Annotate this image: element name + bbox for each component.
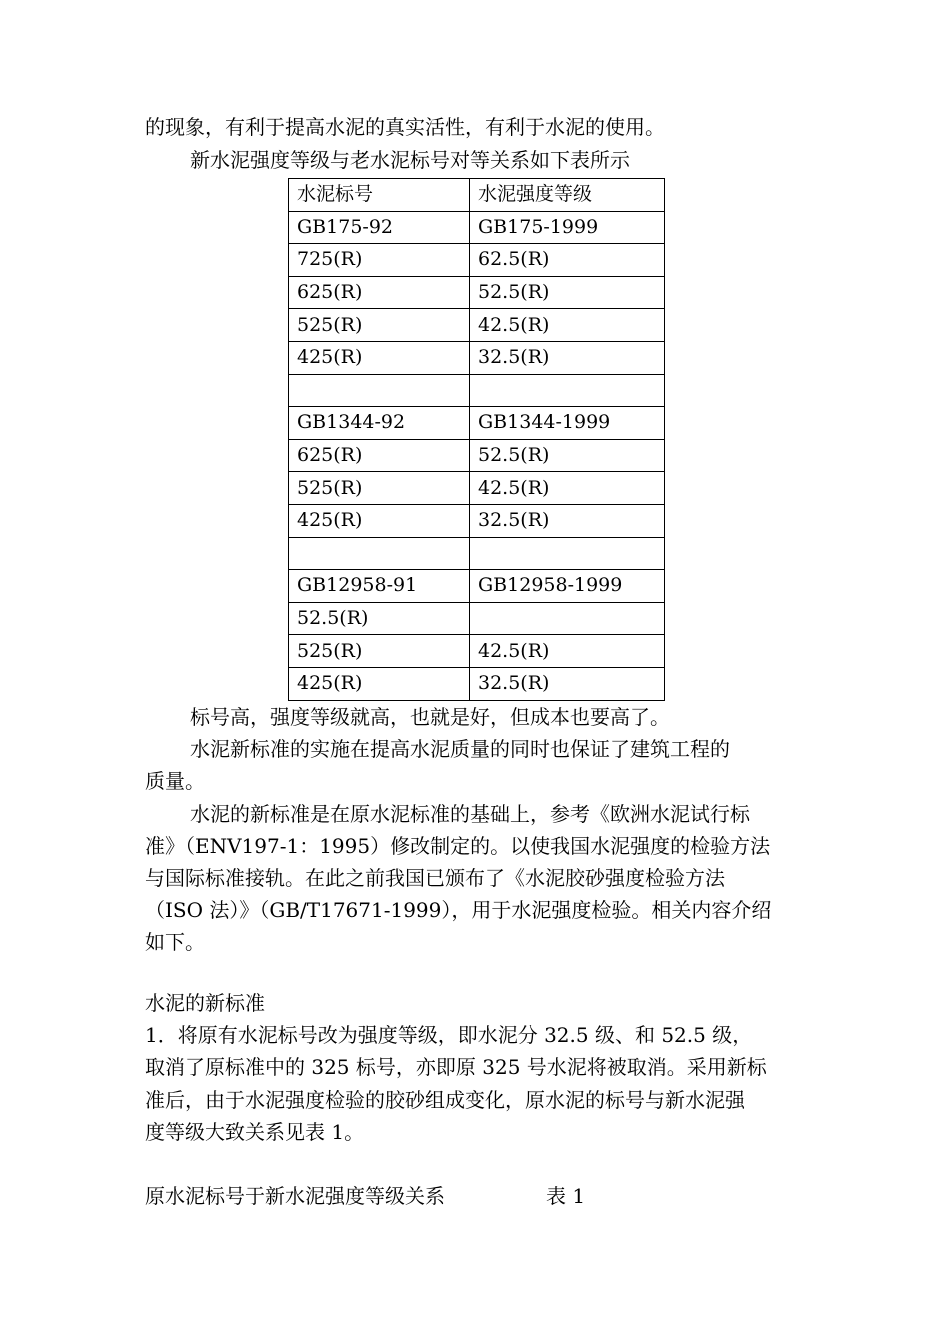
cell-cement-mark (289, 537, 470, 570)
table-row (289, 341, 665, 374)
paragraph-1: 标号高，强度等级就高，也就是好，但成本也要高了。 (190, 705, 670, 729)
cell-strength-grade (470, 602, 665, 635)
section-heading: 水泥的新标准 (145, 991, 265, 1015)
cell-cement-mark: 425(R) (289, 341, 470, 374)
cell-strength-grade: 32.5(R) (470, 504, 665, 537)
table-row (289, 439, 665, 472)
cell-cement-mark: GB12958-91 (289, 570, 470, 603)
cell-cement-mark: 625(R) (289, 276, 470, 309)
cell-strength-grade: 42.5(R) (470, 635, 665, 668)
cell-strength-grade (470, 537, 665, 570)
cell-strength-grade: GB175-1999 (470, 211, 665, 244)
cell-cement-mark: 525(R) (289, 635, 470, 668)
table-row (289, 276, 665, 309)
table-caption-title: 原水泥标号于新水泥强度等级关系 (145, 1184, 445, 1208)
table-row (289, 374, 665, 407)
table-intro-text: 新水泥强度等级与老水泥标号对等关系如下表所示 (190, 148, 630, 172)
cell-strength-grade (470, 374, 665, 407)
cell-strength-grade: GB1344-1999 (470, 407, 665, 440)
cell-strength-grade: 52.5(R) (470, 439, 665, 472)
header-cement-mark: 水泥标号 (289, 179, 470, 212)
cell-strength-grade: 42.5(R) (470, 472, 665, 505)
paragraph-4-line-1: 1．将原有水泥标号改为强度等级，即水泥分 32.5 级、和 52.5 级， (145, 1023, 753, 1047)
cell-cement-mark: GB175-92 (289, 211, 470, 244)
paragraph-4-line-2: 取消了原标准中的 325 标号，亦即原 325 号水泥将被取消。采用新标 (145, 1055, 767, 1079)
cement-grade-table (288, 178, 665, 701)
cell-cement-mark: 425(R) (289, 504, 470, 537)
paragraph-continuation: 的现象，有利于提高水泥的真实活性，有利于水泥的使用。 (145, 115, 665, 139)
cell-cement-mark: 625(R) (289, 439, 470, 472)
cell-cement-mark: 725(R) (289, 244, 470, 277)
table-row (289, 244, 665, 277)
cell-strength-grade: 52.5(R) (470, 276, 665, 309)
table-row (289, 211, 665, 244)
cell-cement-mark: 525(R) (289, 309, 470, 342)
paragraph-3-line-5: 如下。 (145, 930, 205, 954)
table-row (289, 472, 665, 505)
table-header-row (289, 179, 665, 212)
table-caption-label: 表 1 (546, 1184, 586, 1208)
cell-cement-mark: 52.5(R) (289, 602, 470, 635)
table-row (289, 504, 665, 537)
table-row (289, 667, 665, 700)
cell-strength-grade: 32.5(R) (470, 667, 665, 700)
paragraph-4-line-3: 准后，由于水泥强度检验的胶砂组成变化，原水泥的标号与新水泥强 (145, 1088, 745, 1112)
table-row (289, 570, 665, 603)
paragraph-3-line-2: 准》（ENV197-1：1995）修改制定的。以使我国水泥强度的检验方法 (145, 834, 771, 858)
paragraph-2-line-1: 水泥新标准的实施在提高水泥质量的同时也保证了建筑工程的 (190, 737, 730, 761)
paragraph-2-line-2: 质量。 (145, 769, 205, 793)
header-strength-grade: 水泥强度等级 (470, 179, 665, 212)
paragraph-4-line-4: 度等级大致关系见表 1。 (145, 1120, 365, 1144)
paragraph-3-line-3: 与国际标准接轨。在此之前我国已颁布了《水泥胶砂强度检验方法 (145, 866, 725, 890)
cell-cement-mark: 525(R) (289, 472, 470, 505)
cell-cement-mark: GB1344-92 (289, 407, 470, 440)
table-row (289, 602, 665, 635)
cell-strength-grade: 42.5(R) (470, 309, 665, 342)
paragraph-3-line-4: （ISO 法）》（GB/T17671-1999），用于水泥强度检验。相关内容介绍 (145, 898, 772, 922)
table-row (289, 635, 665, 668)
table-row (289, 537, 665, 570)
cell-strength-grade: 32.5(R) (470, 341, 665, 374)
table-row (289, 407, 665, 440)
paragraph-3-line-1: 水泥的新标准是在原水泥标准的基础上，参考《欧洲水泥试行标 (190, 802, 750, 826)
cell-cement-mark (289, 374, 470, 407)
cell-strength-grade: 62.5(R) (470, 244, 665, 277)
cell-cement-mark: 425(R) (289, 667, 470, 700)
cell-strength-grade: GB12958-1999 (470, 570, 665, 603)
table-row (289, 309, 665, 342)
